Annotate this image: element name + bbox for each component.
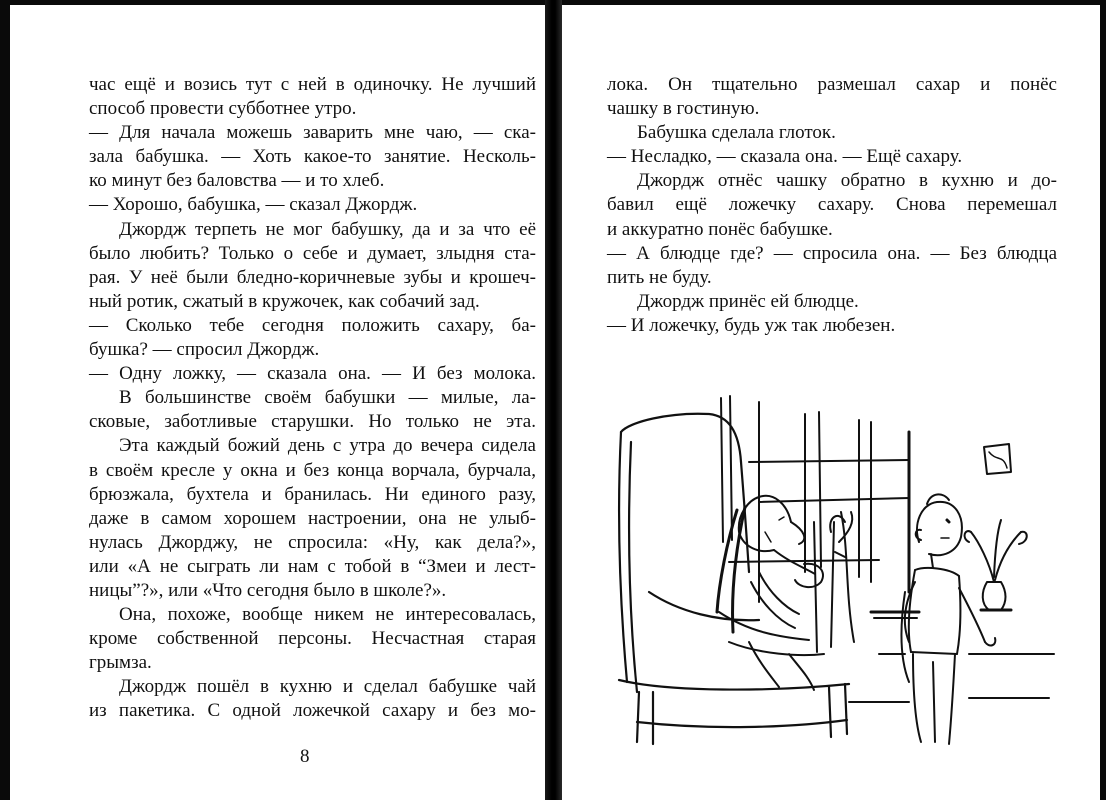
right-page-text — [607, 73, 1057, 338]
illustration-grandma-and-george — [609, 392, 1059, 757]
text-line: ный ротик, сжатый в кружочек, как собачий зад. — [89, 290, 480, 312]
text-line: рая. У неё были бледно-коричневые зубы и крошеч- — [89, 266, 536, 288]
text-line: бушка? — спросил Джордж. — [89, 339, 320, 361]
text-line: брюзжала, бухтела и бранилась. Ни единого разу, — [89, 483, 536, 505]
text-line: или «А не сыграть ли нам с тобой в “Змеи и лест- — [89, 555, 536, 577]
text-line: — Хорошо, бабушка, — сказал Джордж. — [89, 194, 418, 216]
text-line: зала бабушка. — Хоть какое-то занятие. Несколь- — [89, 146, 536, 168]
left-page — [10, 0, 545, 800]
floor-sketch — [849, 654, 1054, 702]
text-line: — А блюдце где? — спросила она. — Без блюдца — [607, 242, 1057, 264]
text-line: грымза. — [89, 652, 152, 674]
side-table-sketch — [871, 612, 919, 618]
text-line: Эта каждый божий день с утра до вечера сидела — [119, 435, 536, 457]
text-line: Она, похоже, вообще никем не интересовалась, — [119, 604, 536, 626]
text-line: кроме собственной персоны. Несчастная старая — [89, 628, 536, 650]
text-line: нулась Джорджу, не спросила: «Ну, как дела?», — [89, 531, 536, 553]
page-number: 8 — [300, 746, 310, 767]
text-line: Джордж принёс ей блюдце. — [637, 290, 859, 312]
text-line: ницы”?», или «Что сегодня было в школе?». — [89, 579, 447, 601]
text-line: в своём кресле у окна и без конца ворчала, бурчала, — [89, 459, 536, 481]
text-line: чашку в гостиную. — [607, 98, 760, 120]
text-line: — Одну ложку, — сказала она. — И без молока. — [89, 363, 536, 385]
text-line: способ провести субботнее утро. — [89, 98, 357, 120]
vase-plant-sketch — [965, 520, 1027, 610]
text-line: Джордж терпеть не мог бабушку, да и за что её — [119, 218, 536, 240]
window-sketch — [721, 396, 909, 652]
text-line: Джордж пошёл в кухню и сделал бабушке чай — [119, 676, 536, 698]
text-line: бавил ещё ложечку сахару. Снова перемешал — [607, 194, 1057, 216]
text-line: сковые, заботливые старушки. Но только не эта. — [89, 411, 536, 433]
text-line: ко минут без баловства — и то хлеб. — [89, 170, 385, 192]
book-gutter — [545, 0, 562, 800]
scan-edge-left — [0, 0, 10, 800]
left-page-text — [89, 73, 536, 724]
scan-edge-right — [1100, 0, 1106, 800]
text-line: Бабушка сделала глоток. — [637, 122, 836, 144]
text-line: — Сколько тебе сегодня положить сахару, ба- — [89, 314, 536, 336]
wall-picture-sketch — [984, 444, 1011, 474]
text-line: — Для начала можешь заварить мне чаю, — ска- — [89, 122, 536, 144]
text-line: Джордж отнёс чашку обратно в кухню и до- — [637, 170, 1057, 192]
text-line: пить не буду. — [607, 266, 712, 288]
text-line: было любить? Только о себе и думает, злыдня ста- — [89, 242, 536, 264]
text-line: час ещё и возись тут с ней в одиночку. Не лучший — [89, 74, 536, 95]
george-figure-sketch — [902, 494, 996, 744]
grandma-figure-sketch — [717, 496, 824, 690]
text-line: из пакетика. С одной ложечкой сахару и без мо- — [89, 700, 536, 722]
text-line: — Несладко, — сказала она. — Ещё сахару. — [607, 146, 963, 168]
text-line: даже в самом хорошем настроении, она не улыб- — [89, 507, 536, 529]
text-line: — И ложечку, будь уж так любезен. — [607, 314, 896, 336]
text-line: В большинстве своём бабушки — милые, ла- — [119, 387, 536, 409]
right-page — [562, 0, 1100, 800]
text-line: и аккуратно понёс бабушке. — [607, 218, 833, 240]
text-line: лока. Он тщательно размешал сахар и понёс — [607, 74, 1057, 95]
